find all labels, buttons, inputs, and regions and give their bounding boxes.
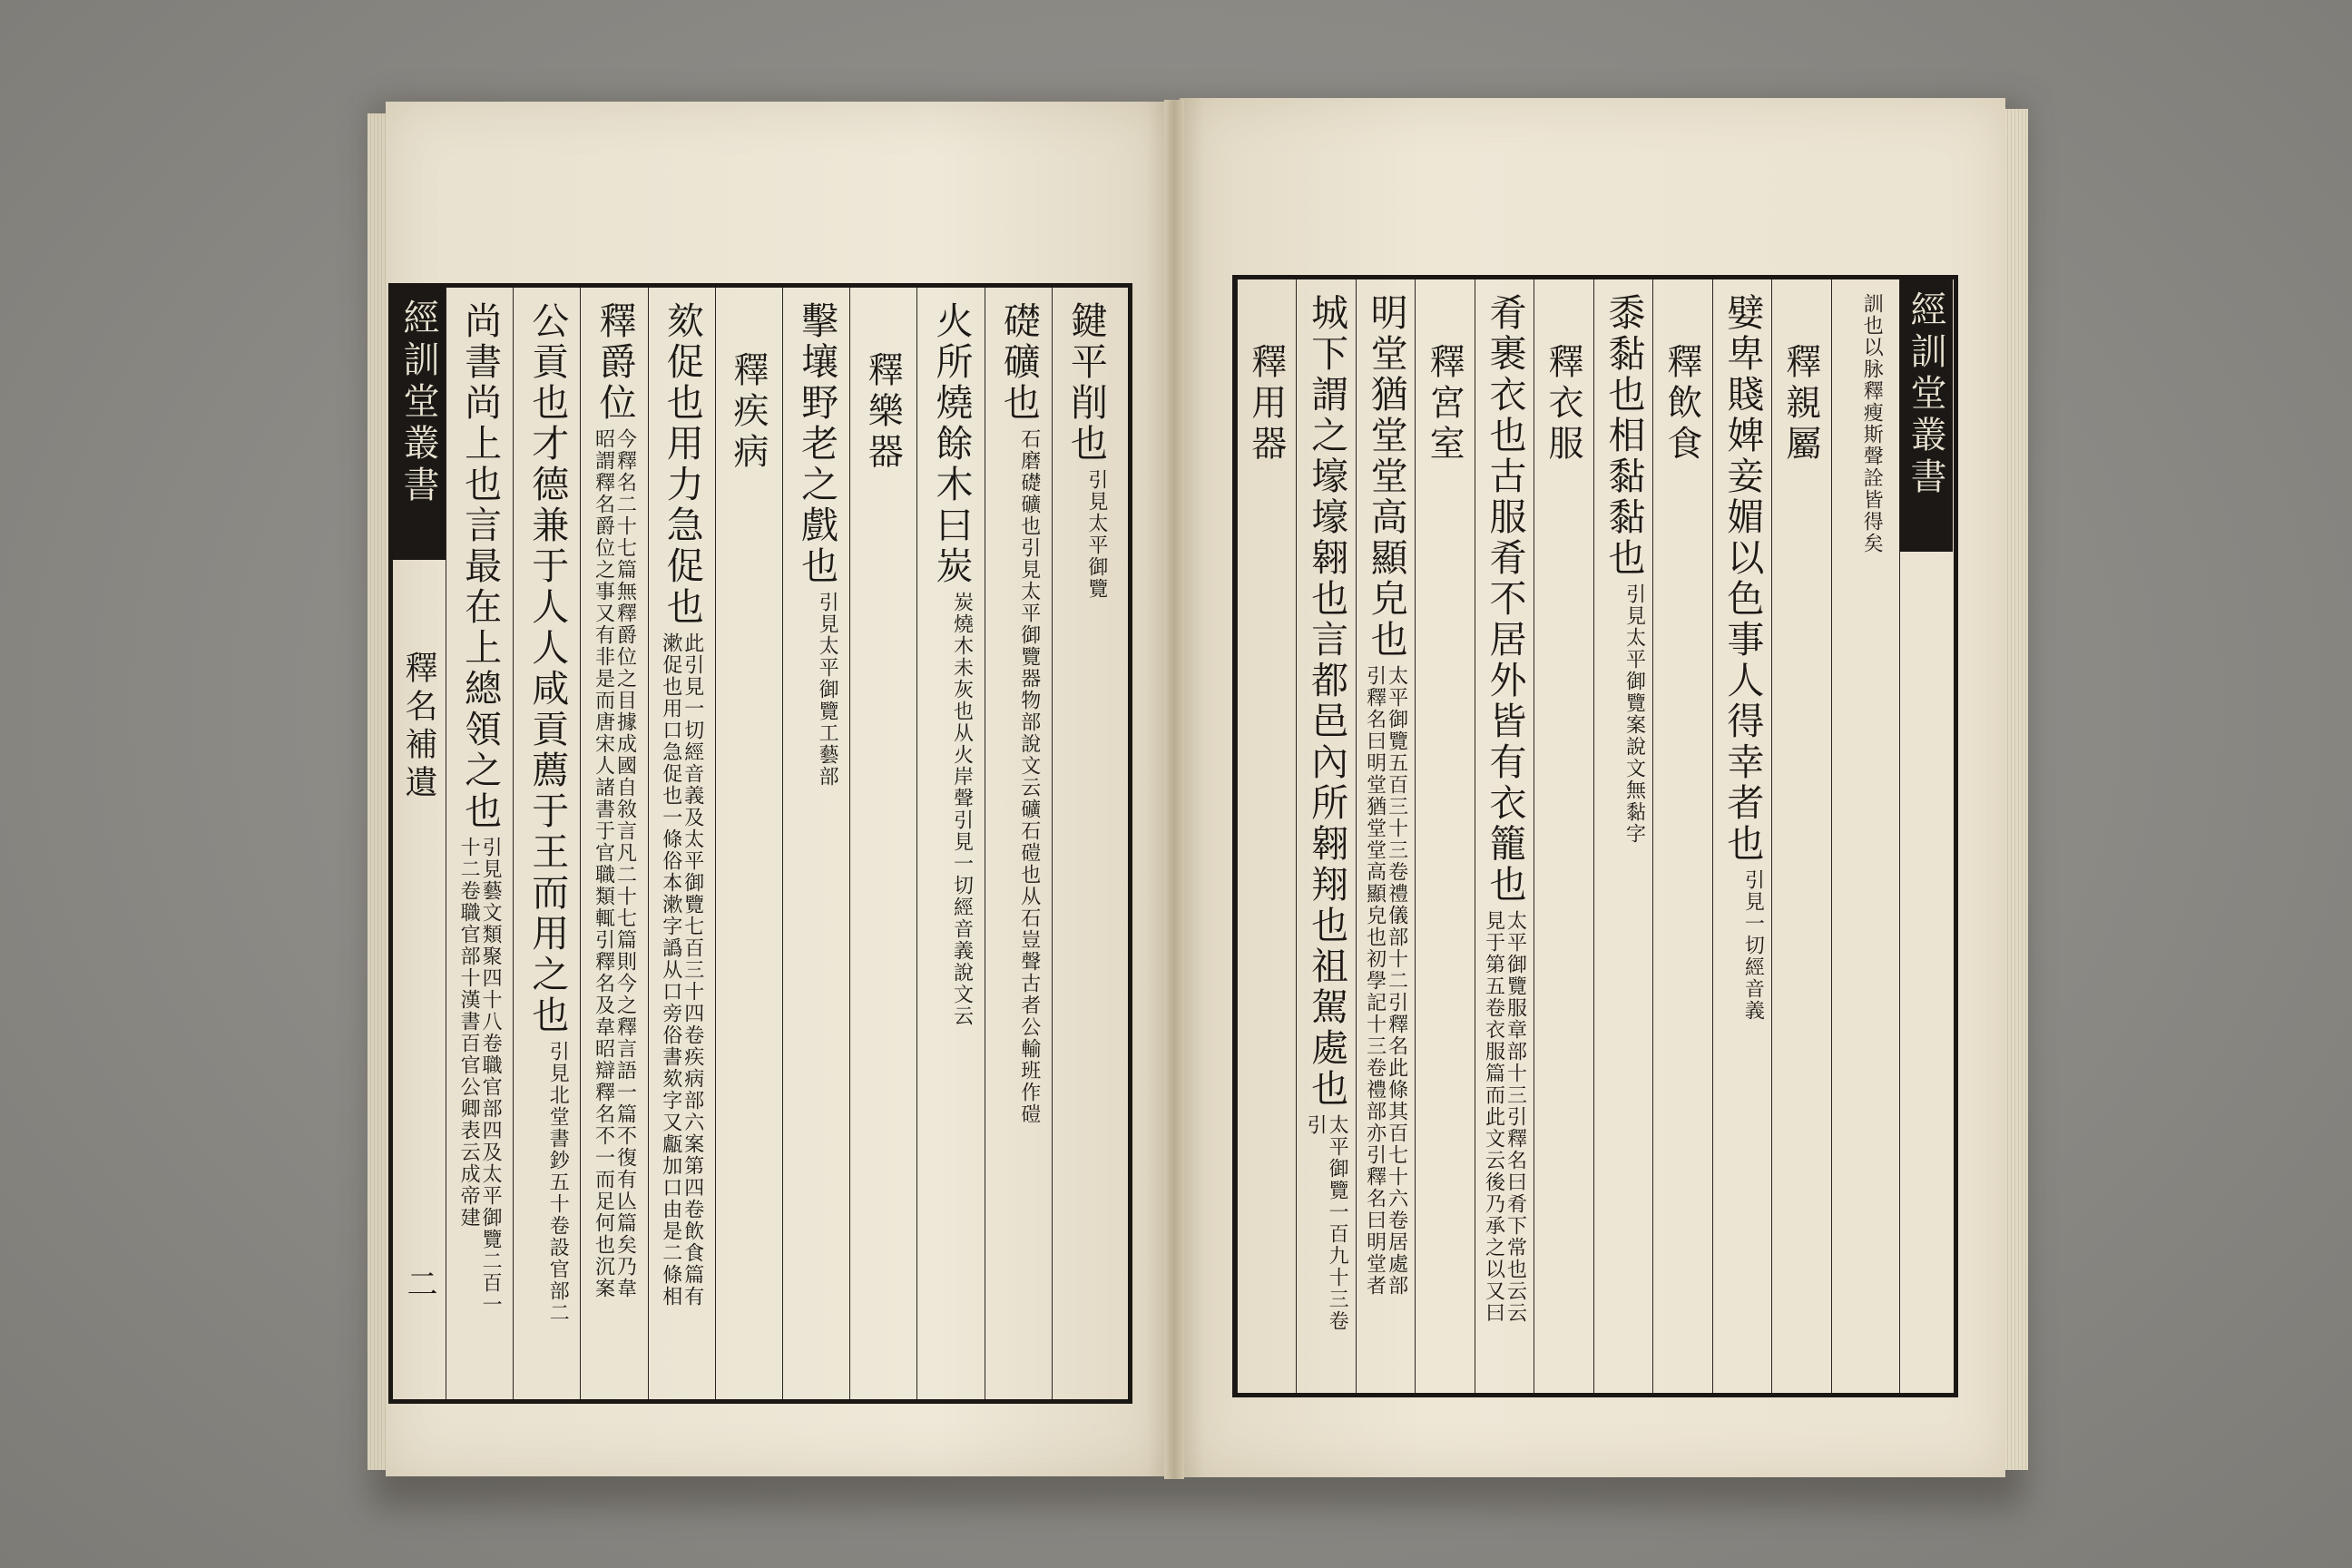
main-text: 城下謂之壕壕翱也言都邑內所翱翔也祖駕處也 bbox=[1305, 293, 1349, 1110]
annotation-text: 此引見一切經音義及太平御覽七百三十四卷疾病部六案第四卷飲食篇有 bbox=[681, 632, 704, 1308]
right-spine-column bbox=[1899, 279, 1954, 1393]
main-text: 嬖卑賤婢妾媚以色事人得幸者也 bbox=[1720, 293, 1765, 865]
section-heading: 釋疾病 bbox=[727, 351, 769, 474]
annotation-text: 見于第五卷衣服篇而此文云後乃承之以又曰 bbox=[1482, 910, 1505, 1324]
annotation-text: 石磨礎礦也引見太平御覽器物部說文云礦石磑也从石豈聲古者公輸班作磑 bbox=[1017, 428, 1041, 1125]
text-column bbox=[648, 288, 715, 1399]
page-edges-left bbox=[368, 113, 387, 1470]
text-column bbox=[916, 288, 984, 1399]
annotation-text: 引 bbox=[1304, 1114, 1328, 1136]
annotation-text: 昭謂釋名爵位之事又有非是而唐宋人諸書于官職類輒引釋名及韋昭辯釋名不一而足何也沉案 bbox=[592, 428, 615, 1299]
text-column bbox=[1052, 288, 1119, 1399]
annotation-text: 引見藝文類聚四十八卷職官部四及太平御覽二百一 bbox=[479, 837, 503, 1316]
left-text-block bbox=[388, 283, 1132, 1404]
text-column bbox=[715, 288, 782, 1399]
annotation-text: 漱促也用口急促也一條俗本漱字譌从口旁俗書欬字又甗加口由是二條相 bbox=[659, 632, 682, 1308]
text-column bbox=[1534, 279, 1592, 1393]
annotation-text: 太平御覽五百三十三卷禮儀部十二引釋名此條其百七十六卷居處部 bbox=[1385, 665, 1408, 1297]
section-heading: 釋親屬 bbox=[1779, 343, 1821, 466]
section-heading: 釋樂器 bbox=[862, 351, 904, 474]
text-column bbox=[1237, 279, 1296, 1393]
annotation-text: 太平御覽服章部十三引釋名曰肴下常也云云 bbox=[1504, 910, 1527, 1324]
text-column bbox=[1771, 279, 1830, 1393]
text-column bbox=[1712, 279, 1771, 1393]
annotation-text: 引見太平御覽案說文無黏字 bbox=[1622, 583, 1646, 845]
main-text: 黍黏也相黏黏也 bbox=[1602, 293, 1646, 579]
section-heading: 釋宮室 bbox=[1424, 343, 1465, 466]
left-spine-section: 釋名補遺 bbox=[400, 651, 437, 803]
main-text: 鍵平削也 bbox=[1063, 301, 1108, 465]
annotation-text: 引釋名曰明堂猶堂堂高顯皃也初學記十三卷禮部亦引釋名曰明堂者 bbox=[1363, 665, 1387, 1297]
book-gutter bbox=[1164, 100, 1184, 1479]
text-column bbox=[782, 288, 849, 1399]
main-text: 明堂猶堂堂高顯皃也 bbox=[1364, 293, 1408, 661]
annotation-text: 引見一切經音義 bbox=[1741, 869, 1765, 1022]
annotation-text: 引見太平御覽 bbox=[1084, 469, 1108, 600]
main-text: 釋爵位 bbox=[593, 301, 637, 424]
text-column bbox=[849, 288, 916, 1399]
main-text: 礎礦也 bbox=[996, 301, 1041, 424]
text-column bbox=[1593, 279, 1652, 1393]
text-column bbox=[985, 288, 1052, 1399]
main-text: 擊壤野老之戲也 bbox=[795, 301, 839, 587]
text-column bbox=[1296, 279, 1355, 1393]
annotation-text: 引見北堂書鈔五十卷設官部二 bbox=[546, 1041, 570, 1324]
main-text: 公貢也才德兼于人人咸貢薦于王而用之也 bbox=[525, 301, 570, 1036]
text-column bbox=[1475, 279, 1534, 1393]
annotation-text: 訓也以脉釋瘦斯聲詮皆得矣 bbox=[1860, 293, 1884, 554]
text-column bbox=[1831, 279, 1890, 1393]
right-text-block bbox=[1232, 275, 1958, 1397]
section-heading: 釋衣服 bbox=[1542, 343, 1583, 466]
text-column bbox=[513, 288, 580, 1399]
annotation-text: 炭燒木未灰也从火岸聲引見一切經音義說文云 bbox=[950, 592, 974, 1027]
left-spine-column bbox=[393, 288, 446, 1399]
main-text: 肴裹衣也古服肴不居外皆有衣籠也 bbox=[1483, 293, 1527, 906]
text-column bbox=[1652, 279, 1711, 1393]
main-text: 欬促也用力急促也 bbox=[660, 301, 704, 628]
left-folio: 二 bbox=[401, 1268, 437, 1304]
text-column bbox=[1415, 279, 1474, 1393]
annotation-text: 十二卷職官部十漢書百官公卿表云成帝建 bbox=[457, 837, 481, 1229]
section-heading: 釋用器 bbox=[1245, 343, 1287, 466]
text-column bbox=[580, 288, 647, 1399]
left-spine-title: 經訓堂叢書 bbox=[397, 299, 439, 507]
annotation-text: 太平御覽一百九十三卷 bbox=[1326, 1114, 1349, 1332]
annotation-text: 今釋名二十七篇無釋爵位之目據成國自敘言凡二十七篇則今之釋言語一篇不復有亾篇矣乃韋 bbox=[613, 428, 637, 1299]
annotation-text: 引見太平御覽工藝部 bbox=[816, 592, 839, 788]
main-text: 火所燒餘木曰炭 bbox=[929, 301, 974, 587]
right-spine-title: 經訓堂叢書 bbox=[1905, 290, 1946, 499]
main-text: 尚書尚上也言最在上總領之也 bbox=[458, 301, 503, 832]
text-column bbox=[1356, 279, 1415, 1393]
text-column bbox=[446, 288, 513, 1399]
section-heading: 釋飲食 bbox=[1661, 343, 1702, 466]
